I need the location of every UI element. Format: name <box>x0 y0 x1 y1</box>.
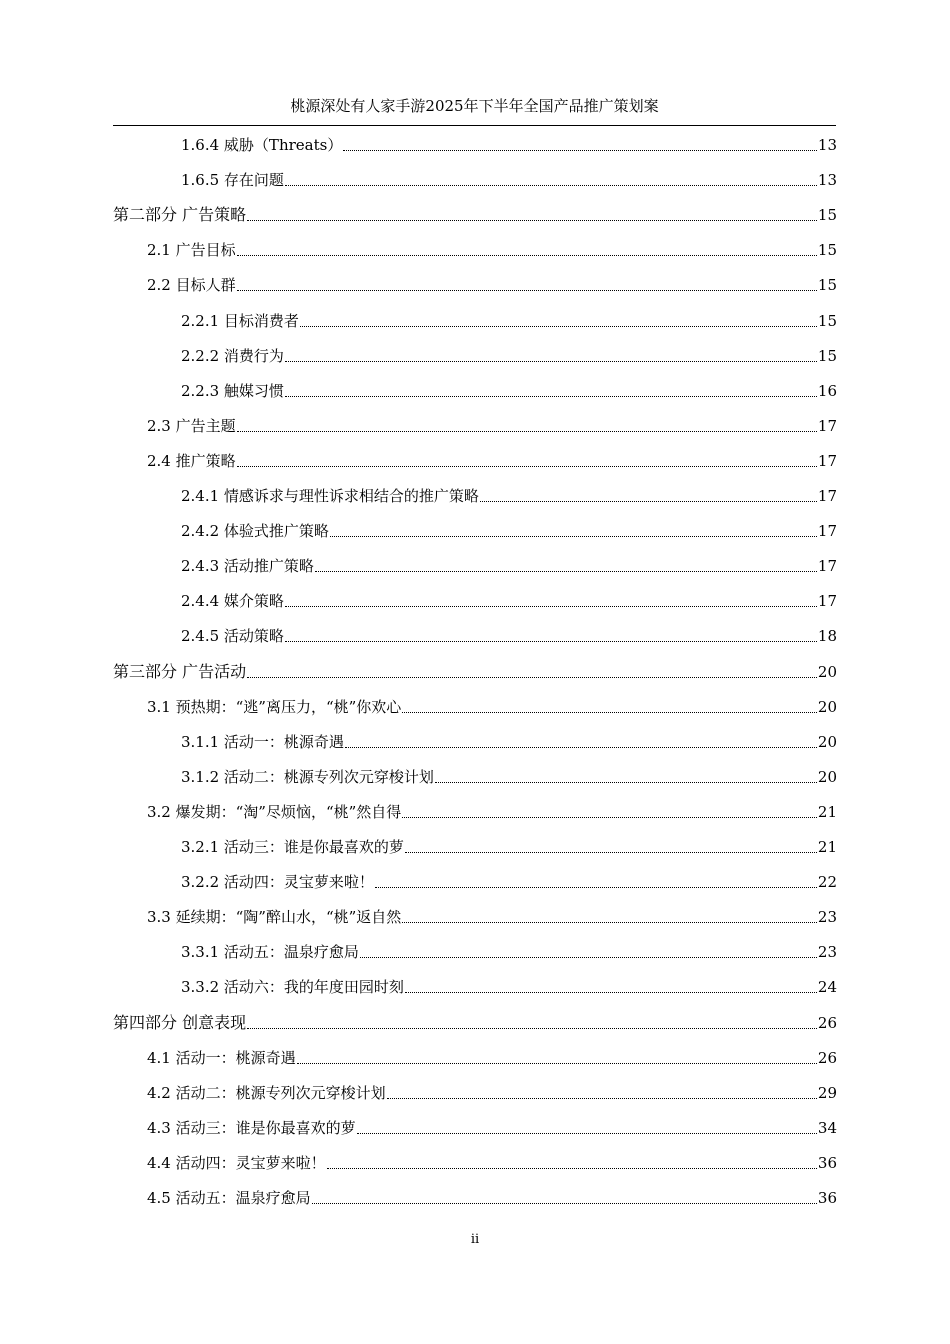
toc-entry-label: 4.2 活动二：桃源专列次元穿梭计划 <box>147 1083 386 1102</box>
toc-entry[interactable] <box>147 1151 837 1173</box>
toc-entry-label: 2.2 目标人群 <box>147 276 236 295</box>
toc-dot-leader <box>285 185 817 186</box>
toc-dot-leader <box>375 887 817 888</box>
toc-entry[interactable] <box>147 273 837 295</box>
toc-entry[interactable] <box>181 168 837 190</box>
toc-dot-leader <box>402 712 817 713</box>
toc-entry-page: 17 <box>817 557 837 576</box>
toc-entry-label: 第三部分 广告活动 <box>113 661 247 681</box>
toc-entry[interactable] <box>181 940 837 962</box>
toc-dot-leader <box>480 501 817 502</box>
toc-entry-page: 20 <box>817 732 837 751</box>
toc-dot-leader <box>435 782 817 783</box>
toc-entry[interactable] <box>181 835 837 857</box>
toc-dot-leader <box>327 1168 817 1169</box>
toc-entry[interactable] <box>147 695 837 717</box>
toc-dot-leader <box>402 817 817 818</box>
toc-entry[interactable] <box>113 1011 837 1033</box>
toc-entry-label: 2.4.1 情感诉求与理性诉求相结合的推广策略 <box>181 487 479 505</box>
toc-entry-page: 29 <box>817 1083 837 1102</box>
toc-entry-page: 26 <box>817 1013 837 1032</box>
toc-entry[interactable] <box>147 800 837 822</box>
toc-entry-page: 15 <box>817 346 837 365</box>
toc-entry[interactable] <box>181 344 837 366</box>
header-divider <box>113 125 836 126</box>
toc-entry-label: 2.4.5 活动策略 <box>181 627 284 646</box>
toc-entry-page: 16 <box>817 381 837 400</box>
toc-entry-label: 3.3.1 活动五：温泉疗愈局 <box>181 943 359 962</box>
page-header-title: 桃源深处有人家手游2025年下半年全国产品推广策划案 <box>290 97 659 115</box>
toc-entry-label: 3.2.1 活动三：谁是你最喜欢的萝 <box>181 838 404 856</box>
toc-entry[interactable] <box>181 484 837 506</box>
toc-dot-leader <box>330 536 817 537</box>
toc-dot-leader <box>237 431 817 432</box>
toc-entry-page: 23 <box>817 908 837 927</box>
toc-entry-label: 第二部分 广告策略 <box>113 205 247 225</box>
toc-entry-page: 26 <box>817 1048 837 1067</box>
toc-entry-label: 1.6.5 存在问题 <box>181 171 284 190</box>
toc-entry-page: 20 <box>817 767 837 786</box>
toc-entry[interactable] <box>147 1046 837 1068</box>
toc-dot-leader <box>285 396 817 397</box>
toc-dot-leader <box>312 1203 817 1204</box>
toc-entry-label: 3.2.2 活动四：灵宝萝来啦！ <box>181 873 374 892</box>
toc-entry-label: 4.5 活动五：温泉疗愈局 <box>147 1189 311 1207</box>
toc-entry-label: 2.4.2 体验式推广策略 <box>181 522 329 541</box>
toc-entry[interactable] <box>181 870 837 892</box>
toc-dot-leader <box>405 992 817 993</box>
toc-entry-label: 3.1 预热期：“逃”离压力，“桃”你欢心 <box>147 697 402 716</box>
toc-dot-leader <box>315 571 817 572</box>
toc-entry-label: 2.4 推广策略 <box>147 451 236 470</box>
toc-entry-page: 17 <box>817 416 837 435</box>
toc-entry[interactable] <box>181 309 837 331</box>
toc-entry-page: 21 <box>817 838 837 856</box>
toc-entry-page: 17 <box>817 592 837 611</box>
toc-entry-page: 36 <box>817 1153 837 1172</box>
toc-dot-leader <box>343 150 817 151</box>
toc-entry[interactable] <box>113 203 837 225</box>
toc-entry-page: 34 <box>817 1118 837 1137</box>
toc-dot-leader <box>387 1098 817 1099</box>
toc-entry[interactable] <box>181 765 837 787</box>
toc-entry-label: 4.1 活动一：桃源奇遇 <box>147 1048 296 1067</box>
toc-dot-leader <box>402 922 817 923</box>
toc-dot-leader <box>405 852 817 853</box>
toc-entry[interactable] <box>147 449 837 471</box>
toc-entry-page: 36 <box>817 1189 837 1207</box>
toc-entry[interactable] <box>147 238 837 260</box>
toc-entry-label: 3.3 延续期：“陶”醉山水，“桃”返自然 <box>147 908 402 927</box>
toc-entry-label: 2.4.3 活动推广策略 <box>181 557 314 576</box>
toc-entry-label: 3.1.2 活动二：桃源专列次元穿梭计划 <box>181 767 434 786</box>
toc-entry[interactable] <box>181 133 837 155</box>
toc-entry[interactable] <box>147 1081 837 1103</box>
toc-entry-page: 17 <box>817 522 837 541</box>
toc-entry-page: 15 <box>817 311 837 330</box>
toc-entry-label: 第四部分 创意表现 <box>113 1012 247 1032</box>
toc-dot-leader <box>247 220 817 221</box>
toc-entry[interactable] <box>181 379 837 401</box>
toc-entry-page: 18 <box>817 627 837 646</box>
toc-entry-label: 4.4 活动四：灵宝萝来啦！ <box>147 1153 326 1172</box>
toc-entry-label: 3.2 爆发期：“淘”尽烦恼，“桃”然自得 <box>147 802 402 821</box>
toc-entry-label: 2.1 广告目标 <box>147 241 236 260</box>
toc-entry-page: 15 <box>817 276 837 295</box>
toc-entry[interactable] <box>181 554 837 576</box>
toc-entry[interactable] <box>181 730 837 752</box>
toc-entry[interactable] <box>181 975 837 997</box>
toc-dot-leader <box>285 606 817 607</box>
toc-entry[interactable] <box>113 660 837 682</box>
toc-entry-label: 2.4.4 媒介策略 <box>181 592 284 611</box>
toc-entry-page: 20 <box>817 662 837 681</box>
toc-entry-page: 15 <box>817 241 837 260</box>
toc-entry-label: 2.2.2 消费行为 <box>181 346 284 365</box>
toc-entry[interactable] <box>181 589 837 611</box>
toc-entry[interactable] <box>147 905 837 927</box>
toc-dot-leader <box>237 466 817 467</box>
toc-entry-label: 3.3.2 活动六：我的年度田园时刻 <box>181 978 404 997</box>
toc-entry-page: 15 <box>817 206 837 225</box>
toc-entry-page: 17 <box>817 451 837 470</box>
toc-dot-leader <box>237 290 817 291</box>
toc-entry-label: 3.1.1 活动一：桃源奇遇 <box>181 732 344 751</box>
toc-entry-page: 17 <box>817 487 837 505</box>
toc-dot-leader <box>285 641 817 642</box>
toc-entry-page: 23 <box>817 943 837 962</box>
toc-dot-leader <box>247 677 817 678</box>
toc-dot-leader <box>345 747 817 748</box>
toc-dot-leader <box>300 326 817 327</box>
toc-entry[interactable] <box>147 414 837 436</box>
toc-entry[interactable] <box>181 519 837 541</box>
toc-entry-label: 1.6.4 威胁（Threats） <box>181 136 343 154</box>
toc-entry[interactable] <box>147 1186 837 1208</box>
toc-entry-label: 2.2.3 触媒习惯 <box>181 381 284 400</box>
toc-dot-leader <box>237 255 817 256</box>
toc-dot-leader <box>285 361 817 362</box>
toc-entry-page: 24 <box>817 978 837 997</box>
toc-dot-leader <box>297 1063 817 1064</box>
toc-entry[interactable] <box>181 624 837 646</box>
toc-entry-page: 21 <box>817 802 837 821</box>
toc-dot-leader <box>247 1028 817 1029</box>
page-number: ii <box>470 1232 480 1247</box>
toc-entry-page: 13 <box>817 136 837 154</box>
toc-entry-label: 2.3 广告主题 <box>147 416 236 435</box>
toc-dot-leader <box>360 957 817 958</box>
toc-entry-page: 20 <box>817 697 837 716</box>
toc-entry-label: 2.2.1 目标消费者 <box>181 311 299 330</box>
toc-entry-page: 13 <box>817 171 837 190</box>
toc-entry[interactable] <box>147 1116 837 1138</box>
toc-entry-page: 22 <box>817 873 837 892</box>
toc-entry-label: 4.3 活动三：谁是你最喜欢的萝 <box>147 1118 356 1137</box>
toc-dot-leader <box>357 1133 817 1134</box>
